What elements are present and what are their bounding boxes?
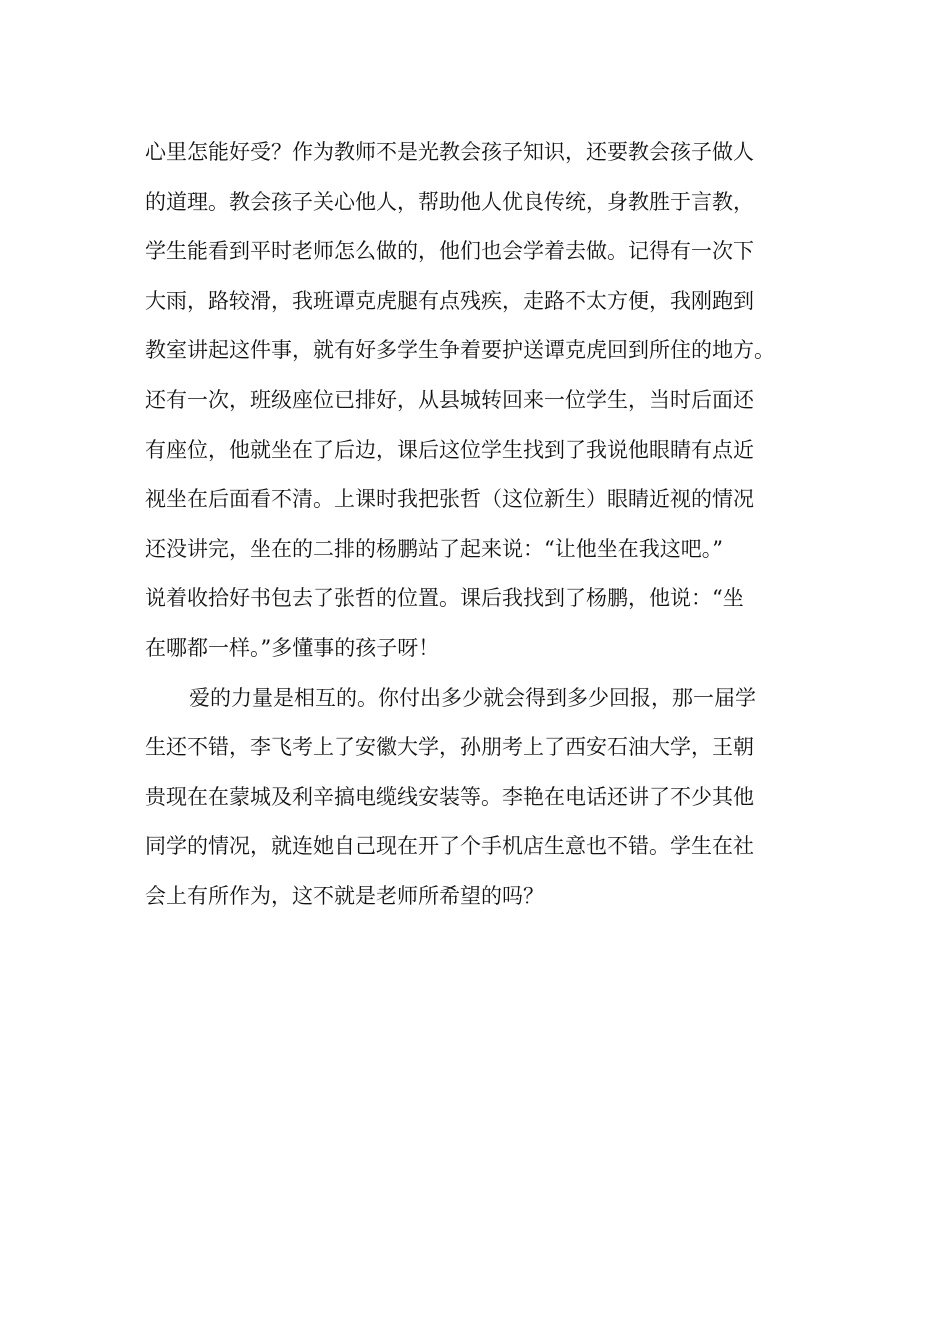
text-line: 会上有所作为，这不就是老师所希望的吗？ [145, 883, 544, 908]
text-line-indented: 爱的力量是相互的。你付出多少就会得到多少回报，那一届学 [189, 685, 756, 710]
text-line: 视坐在后面看不清。上课时我把张哲（这位新生）眼睛近视的情况 [145, 487, 754, 512]
text-line: 学生能看到平时老师怎么做的，他们也会学着去做。记得有一次下 [145, 239, 754, 264]
text-line: 还没讲完，坐在的二排的杨鹏站了起来说：“让他坐在我这吧。” [145, 536, 723, 561]
text-line: 同学的情况，就连她自己现在开了个手机店生意也不错。学生在社 [145, 834, 754, 859]
text-line: 说着收拾好书包去了张哲的位置。课后我找到了杨鹏，他说：“坐 [145, 586, 744, 611]
paragraph-1 [145, 128, 835, 674]
text-line: 生还不错，李飞考上了安徽大学，孙朋考上了西安石油大学，王朝 [145, 735, 754, 760]
text-line: 的道理。教会孩子关心他人，帮助他人优良传统，身教胜于言教， [145, 189, 754, 214]
text-line: 在哪都一样。”多懂事的孩子呀！ [145, 635, 440, 660]
text-line: 心里怎能好受？作为教师不是光教会孩子知识，还要教会孩子做人 [145, 140, 754, 164]
text-line: 有座位，他就坐在了后边，课后这位学生找到了我说他眼睛有点近 [145, 437, 754, 462]
text-line: 教室讲起这件事，就有好多学生争着要护送谭克虎回到所住的地方。 [145, 338, 775, 363]
paragraph-2 [145, 674, 835, 922]
text-line: 贵现在在蒙城及利辛搞电缆线安装等。李艳在电话还讲了不少其他 [145, 784, 754, 809]
text-line: 还有一次，班级座位已排好，从县城转回来一位学生，当时后面还 [145, 387, 754, 412]
text-line: 大雨，路较滑，我班谭克虎腿有点残疾，走路不太方便，我刚跑到 [145, 288, 754, 313]
document-body [145, 128, 835, 922]
